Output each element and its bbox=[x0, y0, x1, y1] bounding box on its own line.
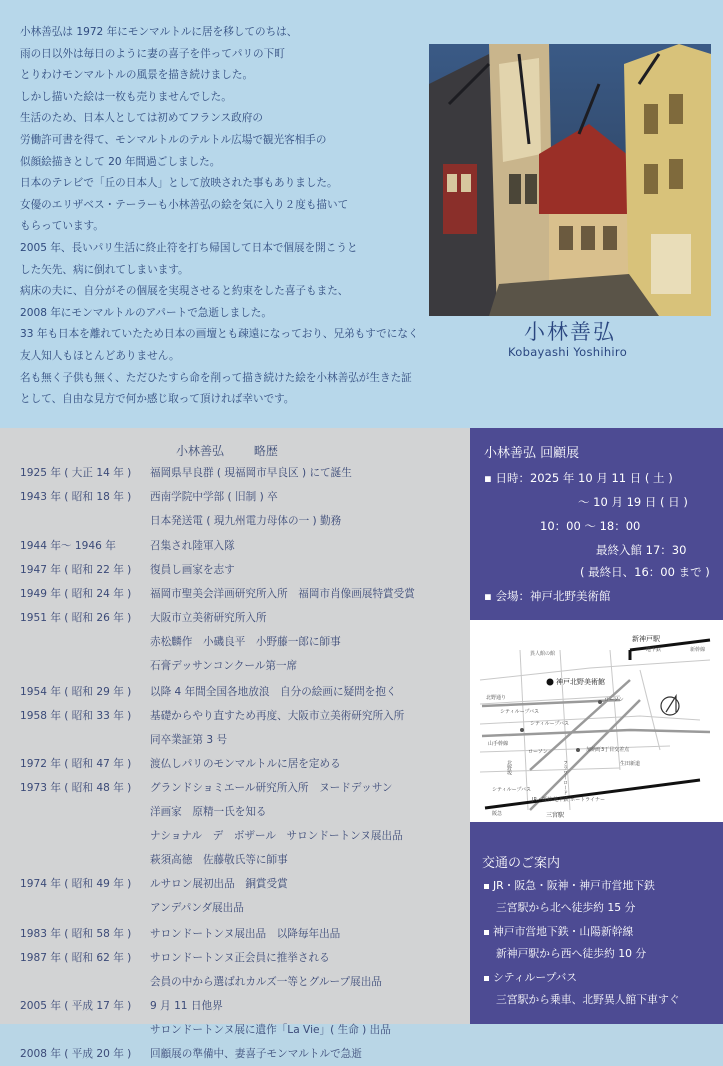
history-text: 同卒業証第 3 号 bbox=[150, 734, 228, 746]
map-label-city-loop-2: シティループバス bbox=[530, 721, 569, 727]
history-year: 1949 年 ( 昭和 24 年 ) bbox=[20, 588, 132, 600]
access-item-label: 神戸市営地下鉄・山陽新幹線 bbox=[493, 925, 634, 938]
history-text: 西南学院中学部 ( 旧制 ) 卒 bbox=[150, 491, 278, 503]
bio-line: 友人知人もほとんどありません。 bbox=[20, 349, 180, 362]
exhibition-venue: ▪ 会場：神戸北野美術館 bbox=[484, 589, 611, 603]
history-text: 日本発送電 ( 現九州電力母体の一 ) 勤務 bbox=[150, 515, 342, 527]
map-label-lawson-1: ローソン bbox=[604, 697, 624, 703]
access-item-detail: 新神戸駅から西へ徒歩約 10 分 bbox=[496, 947, 647, 960]
bio-line: とりわけモンマルトルの風景を描き続けました。 bbox=[20, 69, 254, 82]
exhibition-date-start: ▪ 日時：2025 年 10 月 11 日 ( 土 ) bbox=[484, 471, 673, 485]
history-year: 1954 年 ( 昭和 29 年 ) bbox=[20, 686, 132, 698]
access-item-label: シティループバス bbox=[493, 971, 578, 984]
bio-line: 生活のため、日本人としては初めてフランス政府の bbox=[20, 112, 263, 125]
biography-section bbox=[0, 0, 723, 428]
map-label-city-loop-1: シティループバス bbox=[500, 709, 539, 715]
history-title: 小林善弘 略歴 bbox=[176, 444, 278, 458]
history-year: 1973 年 ( 昭和 48 年 ) bbox=[20, 782, 132, 794]
access-section bbox=[470, 828, 723, 1024]
map-label-jr: JR・阪神 地下鉄 ポートライナー bbox=[532, 797, 605, 803]
map-label-yamate: 山手幹線 bbox=[488, 741, 509, 747]
history-year: 1944 年～ 1946 年 bbox=[20, 540, 116, 552]
bio-line: 日本のテレビで「丘の日本人」として放映された事もありました。 bbox=[20, 177, 338, 190]
map-label-lawson-2: ローソン bbox=[528, 749, 548, 755]
history-text: サロンドートンヌ正会員に推挙される bbox=[150, 952, 330, 964]
history-text: 萩須高徳 佐藤敬氏等に師事 bbox=[150, 854, 288, 866]
artist-name-en: Kobayashi Yoshihiro bbox=[508, 345, 628, 359]
history-text: 福岡県早良群 ( 現福岡市早良区 ) にて誕生 bbox=[150, 467, 352, 479]
history-text: 赤松麟作 小磯良平 小野藤一郎に師事 bbox=[150, 636, 341, 648]
exhibition-last-day: ( 最終日、16：00 まで ) bbox=[580, 565, 710, 579]
history-year: 1987 年 ( 昭和 62 年 ) bbox=[20, 952, 132, 964]
bio-line: 似顔絵描きとして 20 年間過ごしました。 bbox=[20, 155, 221, 168]
painting-art bbox=[429, 44, 711, 316]
history-text: 洋画家 原精一氏を知る bbox=[150, 806, 267, 818]
access-item bbox=[484, 924, 633, 939]
access-item bbox=[484, 970, 577, 985]
access-item-detail: 三宮駅から北へ徒歩約 15 分 bbox=[496, 901, 636, 914]
exhibition-last-entry: 最終入館 17：30 bbox=[596, 543, 687, 557]
history-text: 召集され陸軍入隊 bbox=[150, 540, 235, 552]
map-label-museum: 神戸北野美術館 bbox=[556, 678, 605, 686]
map-label-shinkansen: 新幹線 bbox=[690, 647, 706, 653]
map-label-kanou: 加納町3丁目交差点 bbox=[586, 747, 630, 753]
map-label-kitano: 北野通り bbox=[486, 695, 507, 701]
access-item-detail: 三宮駅から乗車、北野異人館下車すぐ bbox=[496, 993, 680, 1006]
history-year: 1972 年 ( 昭和 47 年 ) bbox=[20, 758, 132, 770]
history-year: 2005 年 ( 平成 17 年 ) bbox=[20, 1000, 132, 1012]
bullet-icon bbox=[484, 976, 489, 981]
bio-line: 女優のエリザベス・テーラーも小林善弘の絵を気に入り２度も描いて bbox=[20, 198, 349, 211]
access-item bbox=[484, 878, 655, 893]
history-text: サロンドートンヌ展出品 以降毎年出品 bbox=[150, 928, 341, 940]
bio-line: しかし描いた絵は一枚も売りませんでした。 bbox=[20, 90, 232, 103]
biography-text bbox=[20, 22, 420, 411]
history-text: アンデパンダ展出品 bbox=[150, 902, 244, 914]
history-text: ルサロン展初出品 銅賞受賞 bbox=[150, 878, 288, 890]
bio-line: した矢先、病に倒れてしまいます。 bbox=[20, 263, 189, 276]
history-text: 9 月 11 日他界 bbox=[150, 1000, 223, 1012]
map-label-sannomiya: 三宮駅 bbox=[546, 812, 565, 819]
history-text: 復員し画家を志す bbox=[150, 564, 235, 576]
bio-line: 病床の夫に、自分がその個展を実現させると約束をした喜子もまた、 bbox=[20, 285, 349, 298]
map-label-shin-kobe: 新神戸駅 bbox=[632, 635, 660, 643]
bio-line: 33 年も日本を離れていたため日本の画壇とも疎遠になっており、兄弟もすでになく bbox=[20, 328, 419, 341]
bio-line: 2005 年、長いパリ生活に終止符を打ち帰国して日本で個展を開こうと bbox=[20, 241, 358, 254]
history-year: 2008 年 ( 平成 20 年 ) bbox=[20, 1048, 132, 1060]
exhibition-hours: 10：00 ～ 18：00 bbox=[540, 519, 641, 533]
history-text: 基礎からやり直すため再度、大阪市立美術研究所入所 bbox=[150, 710, 405, 722]
access-title: 交通のご案内 bbox=[482, 856, 561, 871]
bio-line: もらっています。 bbox=[20, 220, 104, 233]
map-label-ikuta: 生田新道 bbox=[620, 761, 641, 767]
history-section bbox=[0, 428, 470, 1060]
bio-line: 小林善弘は 1972 年にモンマルトルに居を移してのちは、 bbox=[20, 26, 298, 38]
bio-line: 労働許可書を得て、モンマルトルのテルトル広場で観光客相手の bbox=[20, 133, 327, 146]
history-text: グランドショミエール研究所入所 ヌードデッサン bbox=[150, 782, 393, 794]
history-year: 1951 年 ( 昭和 26 年 ) bbox=[20, 612, 132, 624]
bio-line: 2008 年にモンマルトルのアパートで急逝しました。 bbox=[20, 306, 272, 319]
history-text: 以降 4 年間全国各地放浪 自分の絵画に疑問を抱く bbox=[150, 686, 397, 698]
map-label-ijinkan: 異人館の館 bbox=[530, 651, 556, 657]
exhibition-title: 小林善弘 回顧展 bbox=[484, 446, 580, 461]
exhibition-info bbox=[470, 428, 723, 614]
map-label-city-loop-3: シティループバス bbox=[492, 787, 531, 793]
history-text: サロンドートンヌ展に遺作「La Vie」( 生命 ) 出品 bbox=[150, 1024, 391, 1036]
bio-line: 雨の日以外は毎日のように妻の喜子を伴ってパリの下町 bbox=[20, 47, 285, 60]
history-year: 1947 年 ( 昭和 22 年 ) bbox=[20, 564, 132, 576]
history-text: 福岡市聖美会洋画研究所入所 福岡市肖像画展特賞受賞 bbox=[150, 588, 415, 600]
access-map bbox=[470, 614, 723, 828]
history-year: 1925 年 ( 大正 14 年 ) bbox=[20, 467, 132, 479]
history-year: 1983 年 ( 昭和 58 年 ) bbox=[20, 928, 132, 940]
exhibition-date-end: ～ 10 月 19 日 ( 日 ) bbox=[578, 495, 688, 509]
map-label-hankyu: 阪急 bbox=[492, 811, 503, 817]
painting-image bbox=[429, 44, 711, 316]
bio-line: 名も無く子供も無く、ただひたすら命を削って描き続けた絵を小林善弘が生きた証 bbox=[20, 371, 412, 384]
history-year: 1958 年 ( 昭和 33 年 ) bbox=[20, 710, 132, 722]
compass-icon bbox=[661, 696, 679, 715]
artist-name-jp: 小林善弘 bbox=[524, 320, 616, 344]
map-label-kitanozaka: 北野坂 bbox=[506, 760, 512, 775]
access-item-label: JR・阪急・阪神・神戸市営地下鉄 bbox=[493, 879, 655, 892]
history-text: ナショナル デ ボザール サロンドートンヌ展出品 bbox=[150, 830, 403, 842]
history-year: 1943 年 ( 昭和 18 年 ) bbox=[20, 491, 132, 503]
history-text: 会員の中から選ばれカルズ一等とグループ展出品 bbox=[150, 976, 382, 988]
history-text: 石膏デッサンコンクール第一席 bbox=[150, 660, 298, 672]
bullet-icon bbox=[484, 884, 489, 889]
bio-line: として、自由な見方で何か感じ取って頂ければ幸いです。 bbox=[20, 393, 295, 406]
history-text: 回顧展の準備中、妻喜子モンマルトルで急逝 bbox=[150, 1048, 362, 1060]
history-text: 大阪市立美術研究所入所 bbox=[150, 612, 267, 624]
map-label-flower: フラワーロード bbox=[562, 760, 568, 795]
map-label-chika: 地下鉄 bbox=[646, 647, 662, 653]
history-text: 渡仏しパリのモンマルトルに居を定める bbox=[150, 758, 341, 770]
history-year: 1974 年 ( 昭和 49 年 ) bbox=[20, 878, 132, 890]
bullet-icon bbox=[484, 930, 489, 935]
